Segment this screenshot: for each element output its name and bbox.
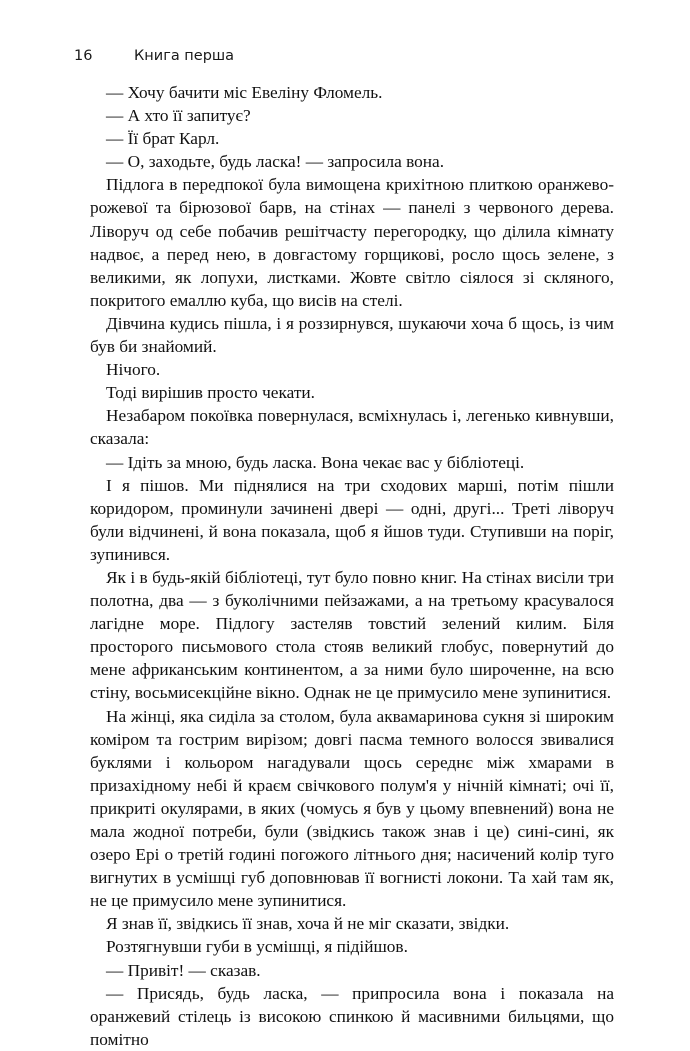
body-text [90, 81, 614, 1051]
paragraph: Нічого. [106, 360, 161, 380]
paragraph: Незабаром покоївка повернулася, всміхнулась і, легенько кивнувши, сказала: [90, 406, 614, 449]
page-number: 16 [74, 48, 93, 64]
running-title: Книга перша [134, 48, 235, 64]
paragraph: — Привіт! — сказав. [106, 960, 261, 980]
paragraph: — Хочу бачити міс Евеліну Фломель. [106, 83, 383, 102]
paragraph: Як і в будь-якій бібліотеці, тут було повно книг. На стінах висіли три полотна, два — з буколічними пейзажами, а на третьому красувалося лагідне море. Підлогу застеляв товстий зелений килим. Біля просторого письмового стола стояв великий глобус, повернутий до мене африканським континентом, а за ними було широченне, на всю стіну, восьмисекційне вікно. Однак не це примусило мене зупинитися. [90, 567, 614, 703]
paragraph: Розтягнувши губи в усмішці, я підійшов. [106, 937, 408, 957]
paragraph: Дівчина кудись пішла, і я роззирнувся, шукаючи хоча б щось, із чим був би знайомий. [90, 313, 614, 357]
paragraph: — Присядь, будь ласка, — припросила вона і показала на оранжевий стілець із високою спинкою й масивними бильцями, що помітно [90, 983, 614, 1049]
paragraph: І я пішов. Ми піднялися на три сходових марші, потім пішли коридором, проминули зачинені двері — одні, другі... Треті ліворуч були відчинені, й вона показала, щоб я йшов туди. Ступивши на поріг, зупинився. [90, 475, 614, 564]
paragraph: Підлога в передпокої була вимощена крихітною плиткою оранжево-рожевої та бірюзової барв, на стінах — панелі з червоного дерева. Ліворуч од себе побачив решітчасту перегородку, що ділила кімнату надвоє, а перед нею, в довгастому горщикові, росло щось зелене, з великими, як лопухи, листками. Жовте світло сіялося зі скляного, покритого емаллю куба, що висів на стелі. [90, 175, 614, 310]
paragraph: — Ідіть за мною, будь ласка. Вона чекає вас у бібліотеці. [106, 452, 525, 472]
running-header [74, 48, 234, 68]
paragraph: На жінці, яка сиділа за столом, була аквамаринова сукня зі широким коміром та гострим вирізом; довгі пасма темного волосся звивалися буклями і кольором нагадували щось середнє між хмарами в призахідному небі й краєм свічкового полум'я у нічній кімнаті; очі її, прикриті окулярами, в яких (чомусь я був у цьому впевнений) вона не мала жодної потреби, були (звідкись також знав і це) сині-сині, як озеро Ері о третій годині погожого літнього дня; насичений колір туго вигнутих в усмішці губ доповнював її вогнисті локони. Та хай там як, не це примусило мене зупинитися. [90, 706, 614, 911]
paragraph: — Її брат Карл. [106, 129, 220, 149]
paragraph: Я знав її, звідкись її знав, хоча й не міг сказати, звідки. [106, 914, 510, 934]
paragraph: — О, заходьте, будь ласка! — запросила вона. [106, 152, 445, 172]
paragraph: Тоді вирішив просто чекати. [106, 383, 315, 403]
paragraph: — А хто її запитує? [106, 106, 251, 126]
